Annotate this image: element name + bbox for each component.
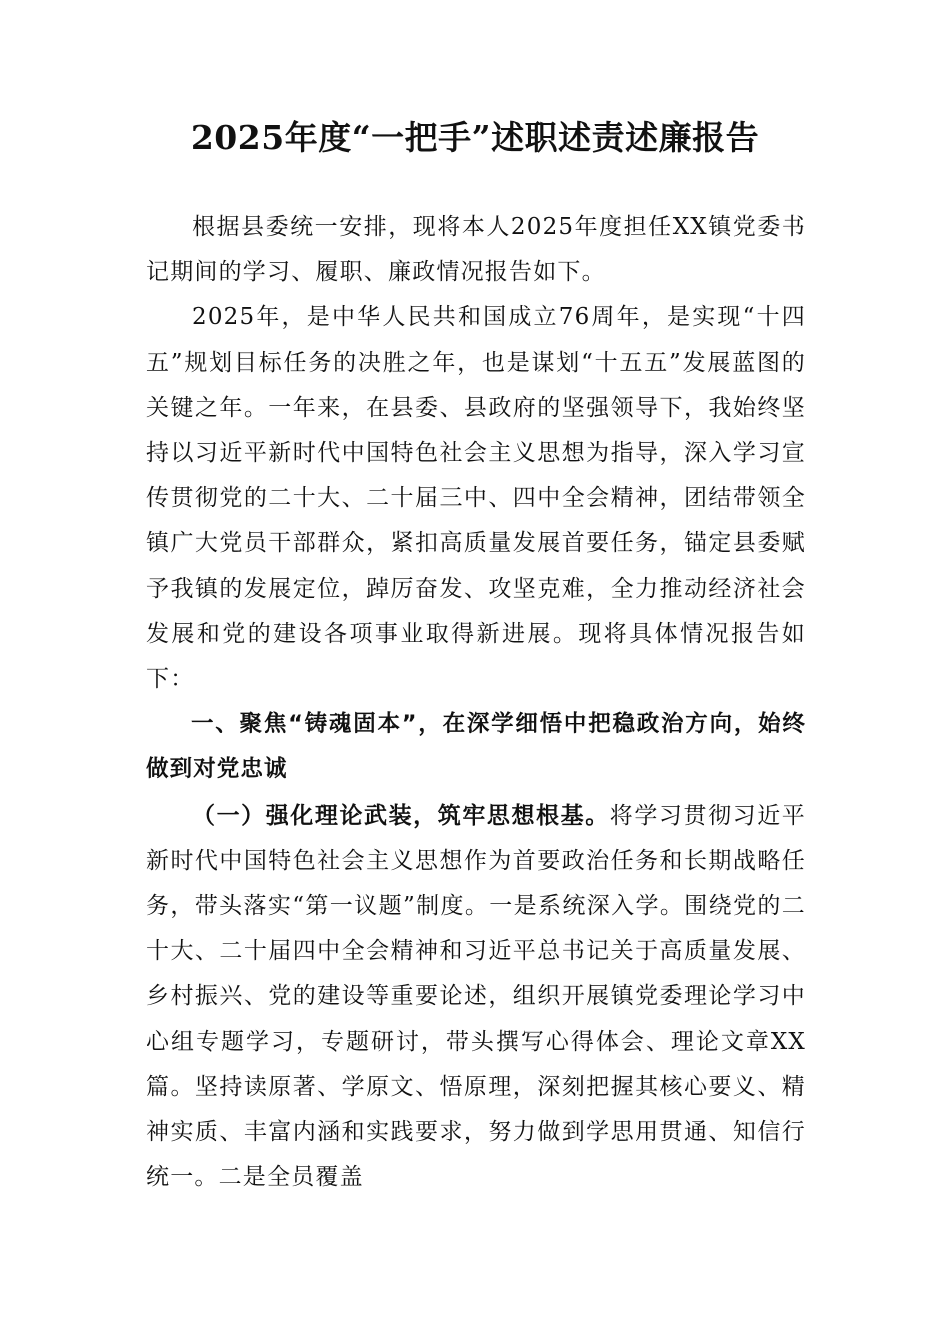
overview-paragraph: 2025年，是中华人民共和国成立76周年，是实现“十四五”规划目标任务的决胜之年，也是谋划“十五五”发展蓝图的关键之年。一年来，在县委、县政府的坚强领导下，我始终坚持以习近平新时代中国特色社会主义思想为指导，深入学习宣传贯彻党的二十大、二十届三中、四中全会精神，团结带领全镇广大党员干部群众，紧扣高质量发展首要任务，锚定县委赋予我镇的发展定位，踔厉奋发、攻坚克难，全力推动经济社会发展和党的建设各项事业取得新进展。现将具体情况报告如下： (146, 304, 806, 693)
subsection-body-1: 将学习贯彻习近平新时代中国特色社会主义思想作为首要政治任务和长期战略任务，带头落实“第一议题”制度。一是系统深入学。围绕党的二十大、二十届四中全会精神和习近平总书记关于高质量发展、乡村振兴、党的建设等重要论述，组织开展镇党委理论学习中心组专题学习，专题研讨，带头撰写心得体会、理论文章XX篇。坚持读原著、学原文、悟原理，深刻把握其核心要义、精神实质、丰富内涵和实践要求，努力做到学思用贯通、知信行统一。二是全员覆盖 (146, 802, 806, 1191)
intro-paragraph: 根据县委统一安排，现将本人2025年度担任XX镇党委书记期间的学习、履职、廉政情况报告如下。 (146, 214, 806, 286)
subsection-lead-1: （一）强化理论武装，筑牢思想根基。 (192, 801, 610, 829)
document-body (146, 205, 806, 1200)
document-title: 2025年度“一把手”述职述责述廉报告 (190, 118, 760, 157)
section-heading-1: 一、聚焦“铸魂固本”，在深学细悟中把稳政治方向，始终做到对党忠诚 (146, 711, 806, 783)
subsection-paragraph-1 (146, 793, 806, 1201)
